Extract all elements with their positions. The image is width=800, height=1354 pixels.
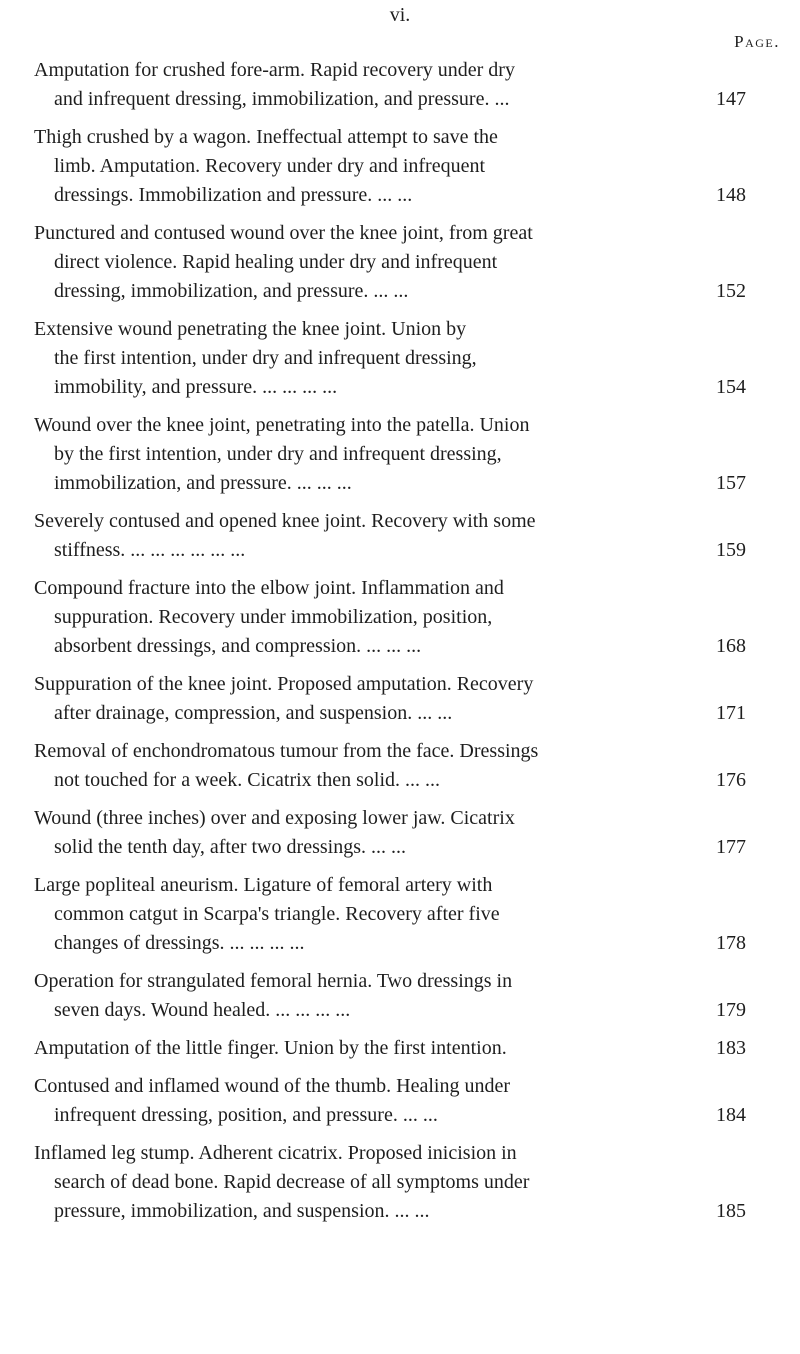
page-folio: vi. — [389, 4, 411, 26]
entry-text-line: immobilization, and pressure. ... ... ... 157 — [34, 469, 746, 498]
entry-text-line: Suppuration of the knee joint. Proposed amputation. Recovery — [34, 673, 534, 695]
entry-page-number: 154 — [716, 376, 746, 398]
entry-page-number: 148 — [716, 184, 746, 206]
contents-entry — [34, 574, 746, 661]
entry-page-number: 157 — [716, 472, 746, 494]
entry-page-number: 183 — [716, 1037, 746, 1059]
entry-text-line: Compound fracture into the elbow joint. Inflammation and — [34, 577, 504, 599]
entry-page-number: 176 — [716, 769, 746, 791]
entry-page-number: 184 — [716, 1104, 746, 1126]
entry-text-line: seven days. Wound healed. ... ... ... ... 179 — [34, 996, 746, 1025]
contents-entry — [34, 1139, 746, 1226]
entry-page-number: 177 — [716, 836, 746, 858]
contents-entry — [34, 871, 746, 958]
entry-page-number: 147 — [716, 88, 746, 110]
entry-text-line: suppuration. Recovery under immobilization, position, — [54, 606, 493, 628]
entry-text-line: changes of dressings. ... ... ... ... 178 — [34, 929, 746, 958]
contents-entry — [34, 123, 746, 210]
entry-text-line: Thigh crushed by a wagon. Ineffectual attempt to save the — [34, 126, 498, 148]
contents-entry — [34, 1034, 746, 1063]
contents-entry — [34, 967, 746, 1025]
entry-text-line: by the first intention, under dry and infrequent dressing, — [54, 443, 502, 465]
entry-text-line: Large popliteal aneurism. Ligature of femoral artery with — [34, 874, 493, 896]
entry-text-line: limb. Amputation. Recovery under dry and infrequent — [54, 155, 486, 177]
entry-text-line: Removal of enchondromatous tumour from the face. Dressings — [34, 740, 539, 762]
entry-text-line: Punctured and contused wound over the knee joint, from great — [34, 222, 533, 244]
contents-entry — [34, 670, 746, 728]
entry-page-number: 171 — [716, 702, 746, 724]
entry-text-line: Extensive wound penetrating the knee joint. Union by — [34, 318, 467, 340]
entry-text-line: Severely contused and opened knee joint. Recovery with some — [34, 510, 536, 532]
contents-entry — [34, 1072, 746, 1130]
entry-text-line: pressure, immobilization, and suspension. ... ... 185 — [34, 1197, 746, 1226]
entry-text-line: Wound over the knee joint, penetrating into the patella. Union — [34, 414, 530, 436]
entry-text-line: immobility, and pressure. ... ... ... ... 154 — [34, 373, 746, 402]
entry-text-line: dressing, immobilization, and pressure. ... ... 152 — [34, 277, 746, 306]
contents-entry — [34, 56, 746, 114]
entry-text-line: common catgut in Scarpa's triangle. Recovery after five — [54, 903, 500, 925]
contents-entry — [34, 219, 746, 306]
contents-entry — [34, 737, 746, 795]
entry-text-line: Operation for strangulated femoral hernia. Two dressings in — [34, 970, 513, 992]
entry-page-number: 159 — [716, 539, 746, 561]
entry-page-number: 168 — [716, 635, 746, 657]
entry-page-number: 179 — [716, 999, 746, 1021]
contents-entry — [34, 411, 746, 498]
contents-list — [34, 56, 746, 1235]
entry-text-line: absorbent dressings, and compression. ... ... ... 168 — [34, 632, 746, 661]
entry-text-line: dressings. Immobilization and pressure. ... ... 148 — [34, 181, 746, 210]
entry-text-line: Amputation for crushed fore-arm. Rapid recovery under dry — [34, 59, 515, 81]
entry-text-line: Amputation of the little finger. Union by the first intention. 183 — [34, 1034, 746, 1063]
page-column-head: Page. — [734, 32, 780, 51]
contents-entry — [34, 804, 746, 862]
entry-text-line: stiffness. ... ... ... ... ... ... 159 — [34, 536, 746, 565]
entry-text-line: solid the tenth day, after two dressings. ... ... 177 — [34, 833, 746, 862]
entry-text-line: Wound (three inches) over and exposing lower jaw. Cicatrix — [34, 807, 515, 829]
entry-page-number: 185 — [716, 1200, 746, 1222]
entry-text-line: Contused and inflamed wound of the thumb. Healing under — [34, 1075, 511, 1097]
entry-page-number: 178 — [716, 932, 746, 954]
entry-text-line: after drainage, compression, and suspension. ... ... 171 — [34, 699, 746, 728]
entry-text-line: search of dead bone. Rapid decrease of all symptoms under — [54, 1171, 530, 1193]
entry-text-line: direct violence. Rapid healing under dry and infrequent — [54, 251, 498, 273]
entry-text-line: infrequent dressing, position, and pressure. ... ... 184 — [34, 1101, 746, 1130]
entry-text-line: the first intention, under dry and infrequent dressing, — [54, 347, 477, 369]
entry-text-line: and infrequent dressing, immobilization, and pressure. ... 147 — [34, 85, 746, 114]
entry-text-line: not touched for a week. Cicatrix then solid. ... ... 176 — [34, 766, 746, 795]
entry-text-line: Inflamed leg stump. Adherent cicatrix. Proposed inicision in — [34, 1142, 517, 1164]
contents-entry — [34, 315, 746, 402]
entry-page-number: 152 — [716, 280, 746, 302]
contents-entry — [34, 507, 746, 565]
